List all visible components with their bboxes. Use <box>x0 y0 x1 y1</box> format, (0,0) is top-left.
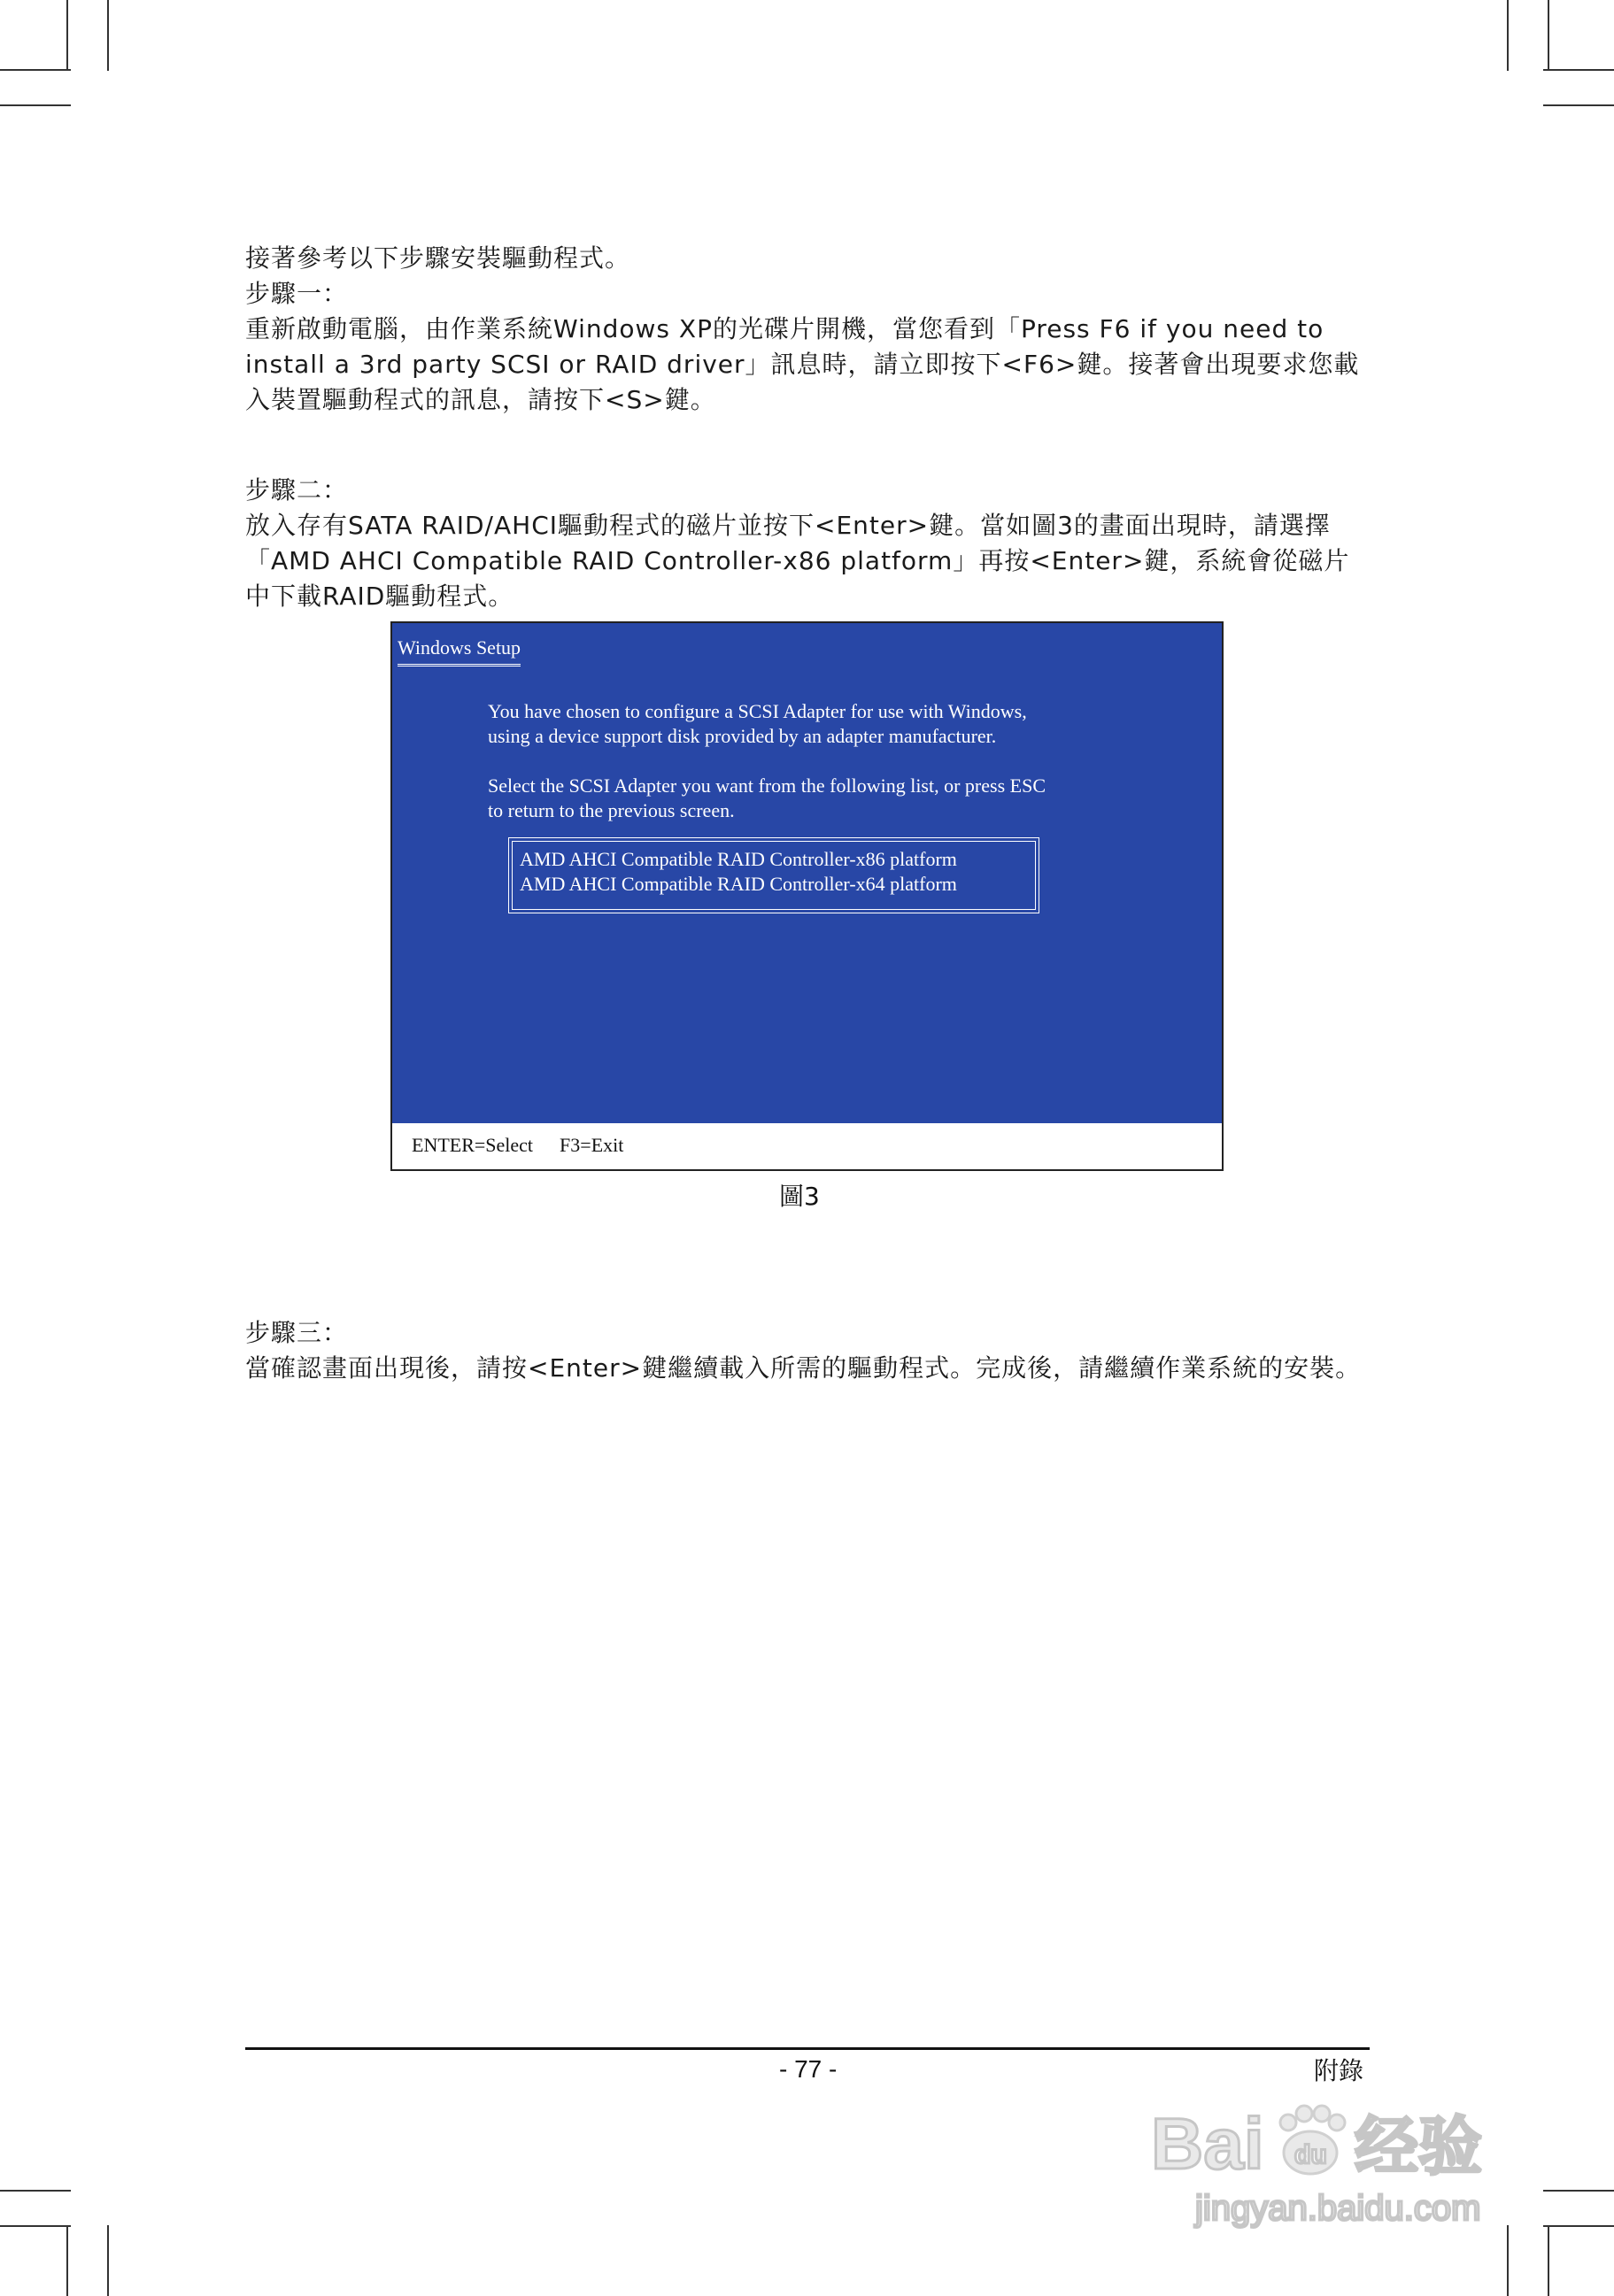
crop-mark <box>0 104 71 106</box>
setup-message-2 <box>488 774 1046 823</box>
page-number: - 77 - <box>779 2055 838 2083</box>
message-line: Select the SCSI Adapter you want from the following list, or press ESC <box>488 774 1046 797</box>
adapter-option: AMD AHCI Compatible RAID Controller-x64 platform <box>520 873 957 895</box>
adapter-list <box>508 837 1039 913</box>
crop-mark <box>1507 0 1509 71</box>
step1-title: 步驟一： <box>245 279 349 308</box>
step3-title: 步驟三： <box>245 1318 349 1347</box>
windows-setup-screenshot <box>390 621 1224 1171</box>
step2-title: 步驟二： <box>245 475 349 505</box>
figure-caption: 圖3 <box>779 1182 820 1211</box>
adapter-option: AMD AHCI Compatible RAID Controller-x86 platform <box>520 848 957 870</box>
adapter-list-inner <box>512 841 1036 910</box>
step2-body: 放入存有SATA RAID/AHCI驅動程式的磁片並按下<Enter>鍵。當如圖3的畫面出現時，請選擇「AMD AHCI Compatible RAID Controller-x86 platform」再按<Enter>鍵，系統會從磁片中下載RAID驅動程式。 <box>245 511 1350 611</box>
crop-mark <box>1543 2225 1614 2227</box>
svg-text:jingyan.baidu.com: jingyan.baidu.com <box>1195 2189 1481 2228</box>
baidu-jingyan-watermark <box>1142 2098 1532 2231</box>
crop-mark <box>1548 2225 1549 2296</box>
crop-mark <box>1507 2225 1509 2296</box>
setup-title: Windows Setup <box>398 636 521 666</box>
setup-screen <box>392 623 1222 1123</box>
crop-mark <box>1548 0 1549 71</box>
svg-text:经验: 经验 <box>1355 2109 1483 2184</box>
svg-text:Bai: Bai <box>1151 2104 1264 2184</box>
step3-body: 當確認畫面出現後，請按<Enter>鍵繼續載入所需的驅動程式。完成後，請繼續作業系統的安裝。 <box>245 1353 1362 1383</box>
section-label: 附錄 <box>1314 2056 1364 2085</box>
crop-mark <box>66 2225 68 2296</box>
step1-section <box>245 241 1370 418</box>
crop-mark <box>1543 69 1614 71</box>
crop-mark <box>1543 104 1614 106</box>
setup-message-1 <box>488 699 1027 749</box>
message-line: using a device support disk provided by an adapter manufacturer. <box>488 725 997 747</box>
crop-mark <box>1543 2190 1614 2192</box>
footer-key-select: ENTER=Select <box>412 1134 534 1156</box>
step1-body: 重新啟動電腦，由作業系統Windows XP的光碟片開機，當您看到「Press F6 if you need to install a 3rd party SCSI or RAID driver」訊息時，請立即按下<F6>鍵。接著會出現要求您載入裝置驅動程式的訊息，請按下<S>鍵。 <box>245 314 1360 414</box>
step2-section <box>245 473 1370 614</box>
crop-mark <box>0 69 71 71</box>
message-line: to return to the previous screen. <box>488 799 735 821</box>
crop-mark <box>107 0 109 71</box>
footer-key-exit: F3=Exit <box>560 1134 624 1156</box>
crop-mark <box>0 2190 71 2192</box>
setup-footer <box>412 1134 623 1157</box>
crop-mark <box>66 0 68 71</box>
intro-text: 接著參考以下步驟安裝驅動程式。 <box>245 243 631 273</box>
crop-mark <box>107 2225 109 2296</box>
step3-section <box>245 1315 1370 1386</box>
footer-rule <box>245 2047 1370 2050</box>
svg-text:du: du <box>1294 2140 1327 2169</box>
crop-mark <box>0 2225 71 2227</box>
message-line: You have chosen to configure a SCSI Adapter for use with Windows, <box>488 700 1027 722</box>
